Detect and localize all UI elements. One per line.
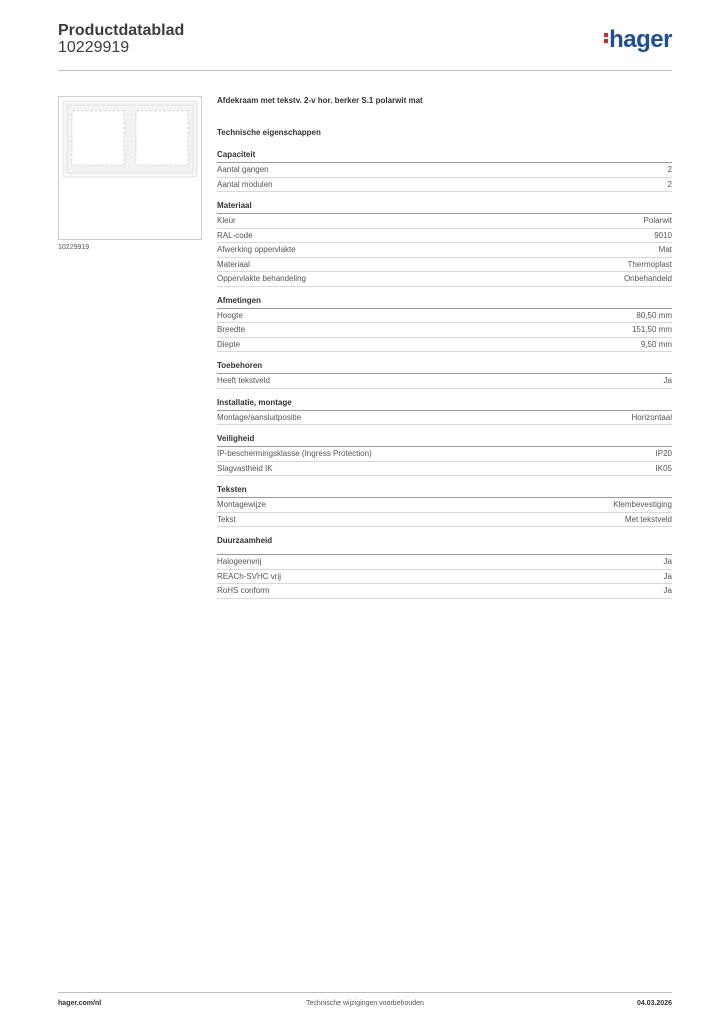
property-row (217, 178, 672, 193)
property-label: Materiaal (217, 259, 250, 269)
section-teksten (217, 485, 672, 527)
property-label: IP-beschermingsklasse (Ingress Protection) (217, 449, 372, 458)
property-value: Met tekstveld (624, 514, 672, 524)
property-value: 9010 (654, 230, 672, 240)
property-value: Ja (663, 571, 672, 581)
document-title: Productdatablad (58, 22, 185, 39)
product-image (58, 96, 202, 240)
product-details (217, 96, 672, 608)
section-afmetingen (217, 296, 672, 353)
cover-frame-image (59, 97, 201, 239)
property-value: 2 (667, 165, 672, 174)
property-row (217, 258, 672, 273)
section-title: Materiaal (217, 201, 672, 214)
property-value: Klembevestiging (613, 500, 672, 509)
property-value: 2 (667, 179, 672, 189)
property-row (217, 338, 672, 353)
hager-logo (604, 26, 672, 54)
footer-website[interactable]: hager.com/nl (58, 1000, 102, 1007)
property-label: Diepte (217, 339, 241, 349)
page-header (58, 20, 672, 71)
section-title: Installatie, montage (217, 398, 672, 411)
property-label: Halogeenvrij (217, 557, 262, 566)
property-label: Slagvastheid IK (217, 463, 273, 473)
logo-dots-icon (604, 31, 608, 45)
property-label: RAL-code (217, 230, 253, 240)
document-number: 10229919 (58, 39, 130, 56)
property-value: Polarwit (643, 216, 672, 225)
section-materiaal (217, 201, 672, 287)
property-value: Mat (658, 245, 672, 254)
property-label: Kleur (217, 216, 236, 225)
property-label: Oppervlakte behandeling (217, 274, 306, 283)
property-row (217, 411, 672, 426)
properties-heading: Technische eigenschappen (217, 128, 321, 137)
property-value: Onbehandeld (623, 274, 672, 283)
property-value: Thermoplast (627, 259, 672, 269)
section-title: Capaciteit (217, 150, 672, 163)
property-label: Tekst (217, 514, 236, 524)
property-label: Breedte (217, 325, 246, 334)
section-title: Teksten (217, 485, 672, 498)
section-title: Afmetingen (217, 296, 672, 309)
property-row (217, 462, 672, 477)
property-row (217, 555, 672, 570)
properties-sections (217, 150, 672, 599)
property-label: REACh-SVHC vrij (217, 571, 282, 581)
section-capaciteit (217, 150, 672, 192)
page-footer (58, 992, 672, 1007)
section-title: Toebehoren (217, 361, 672, 374)
property-label: Aantal gangen (217, 165, 269, 174)
property-row (217, 374, 672, 389)
footer-date: 04.03.2026 (636, 1000, 672, 1007)
property-label: Montage/aansluitpositie (217, 412, 302, 422)
property-value: Ja (663, 557, 672, 566)
section-installatie-montage (217, 398, 672, 426)
property-value: 151,50 mm (631, 325, 672, 334)
footer-disclaimer: Technische wijzigingen voorbehouden (306, 1000, 424, 1007)
image-caption: 10229919 (58, 244, 90, 251)
property-label: Montagewijze (217, 500, 266, 509)
property-value: IP20 (655, 449, 672, 458)
logo-wordmark: hager (609, 26, 672, 53)
section-veiligheid (217, 434, 672, 476)
property-value: Ja (663, 376, 672, 385)
property-label: Afwerking oppervlakte (217, 245, 296, 254)
property-label: Aantal modulen (217, 179, 273, 189)
property-row (217, 447, 672, 462)
property-value: IK05 (655, 463, 672, 473)
product-title: Afdekraam met tekstv. 2-v hor. berker S.1 polarwit mat (217, 96, 423, 105)
property-row (217, 498, 672, 513)
section-duurzaamheid (217, 536, 672, 599)
property-value: Ja (663, 586, 672, 595)
property-row (217, 272, 672, 287)
section-title: Veiligheid (217, 434, 672, 447)
property-row (217, 229, 672, 244)
property-value: 9,50 mm (640, 339, 672, 349)
property-value: 80,50 mm (636, 310, 672, 320)
property-row (217, 309, 672, 324)
property-value: Horizontaal (631, 412, 672, 422)
property-label: Heeft tekstveld (217, 376, 270, 385)
property-row (217, 214, 672, 229)
section-toebehoren (217, 361, 672, 389)
property-row (217, 243, 672, 258)
property-row (217, 513, 672, 528)
property-row (217, 584, 672, 599)
property-row (217, 163, 672, 178)
property-row (217, 323, 672, 338)
section-title: Duurzaamheid (217, 536, 672, 555)
property-row (217, 570, 672, 585)
property-label: RoHS conform (217, 586, 270, 595)
property-label: Hoogte (217, 310, 243, 320)
